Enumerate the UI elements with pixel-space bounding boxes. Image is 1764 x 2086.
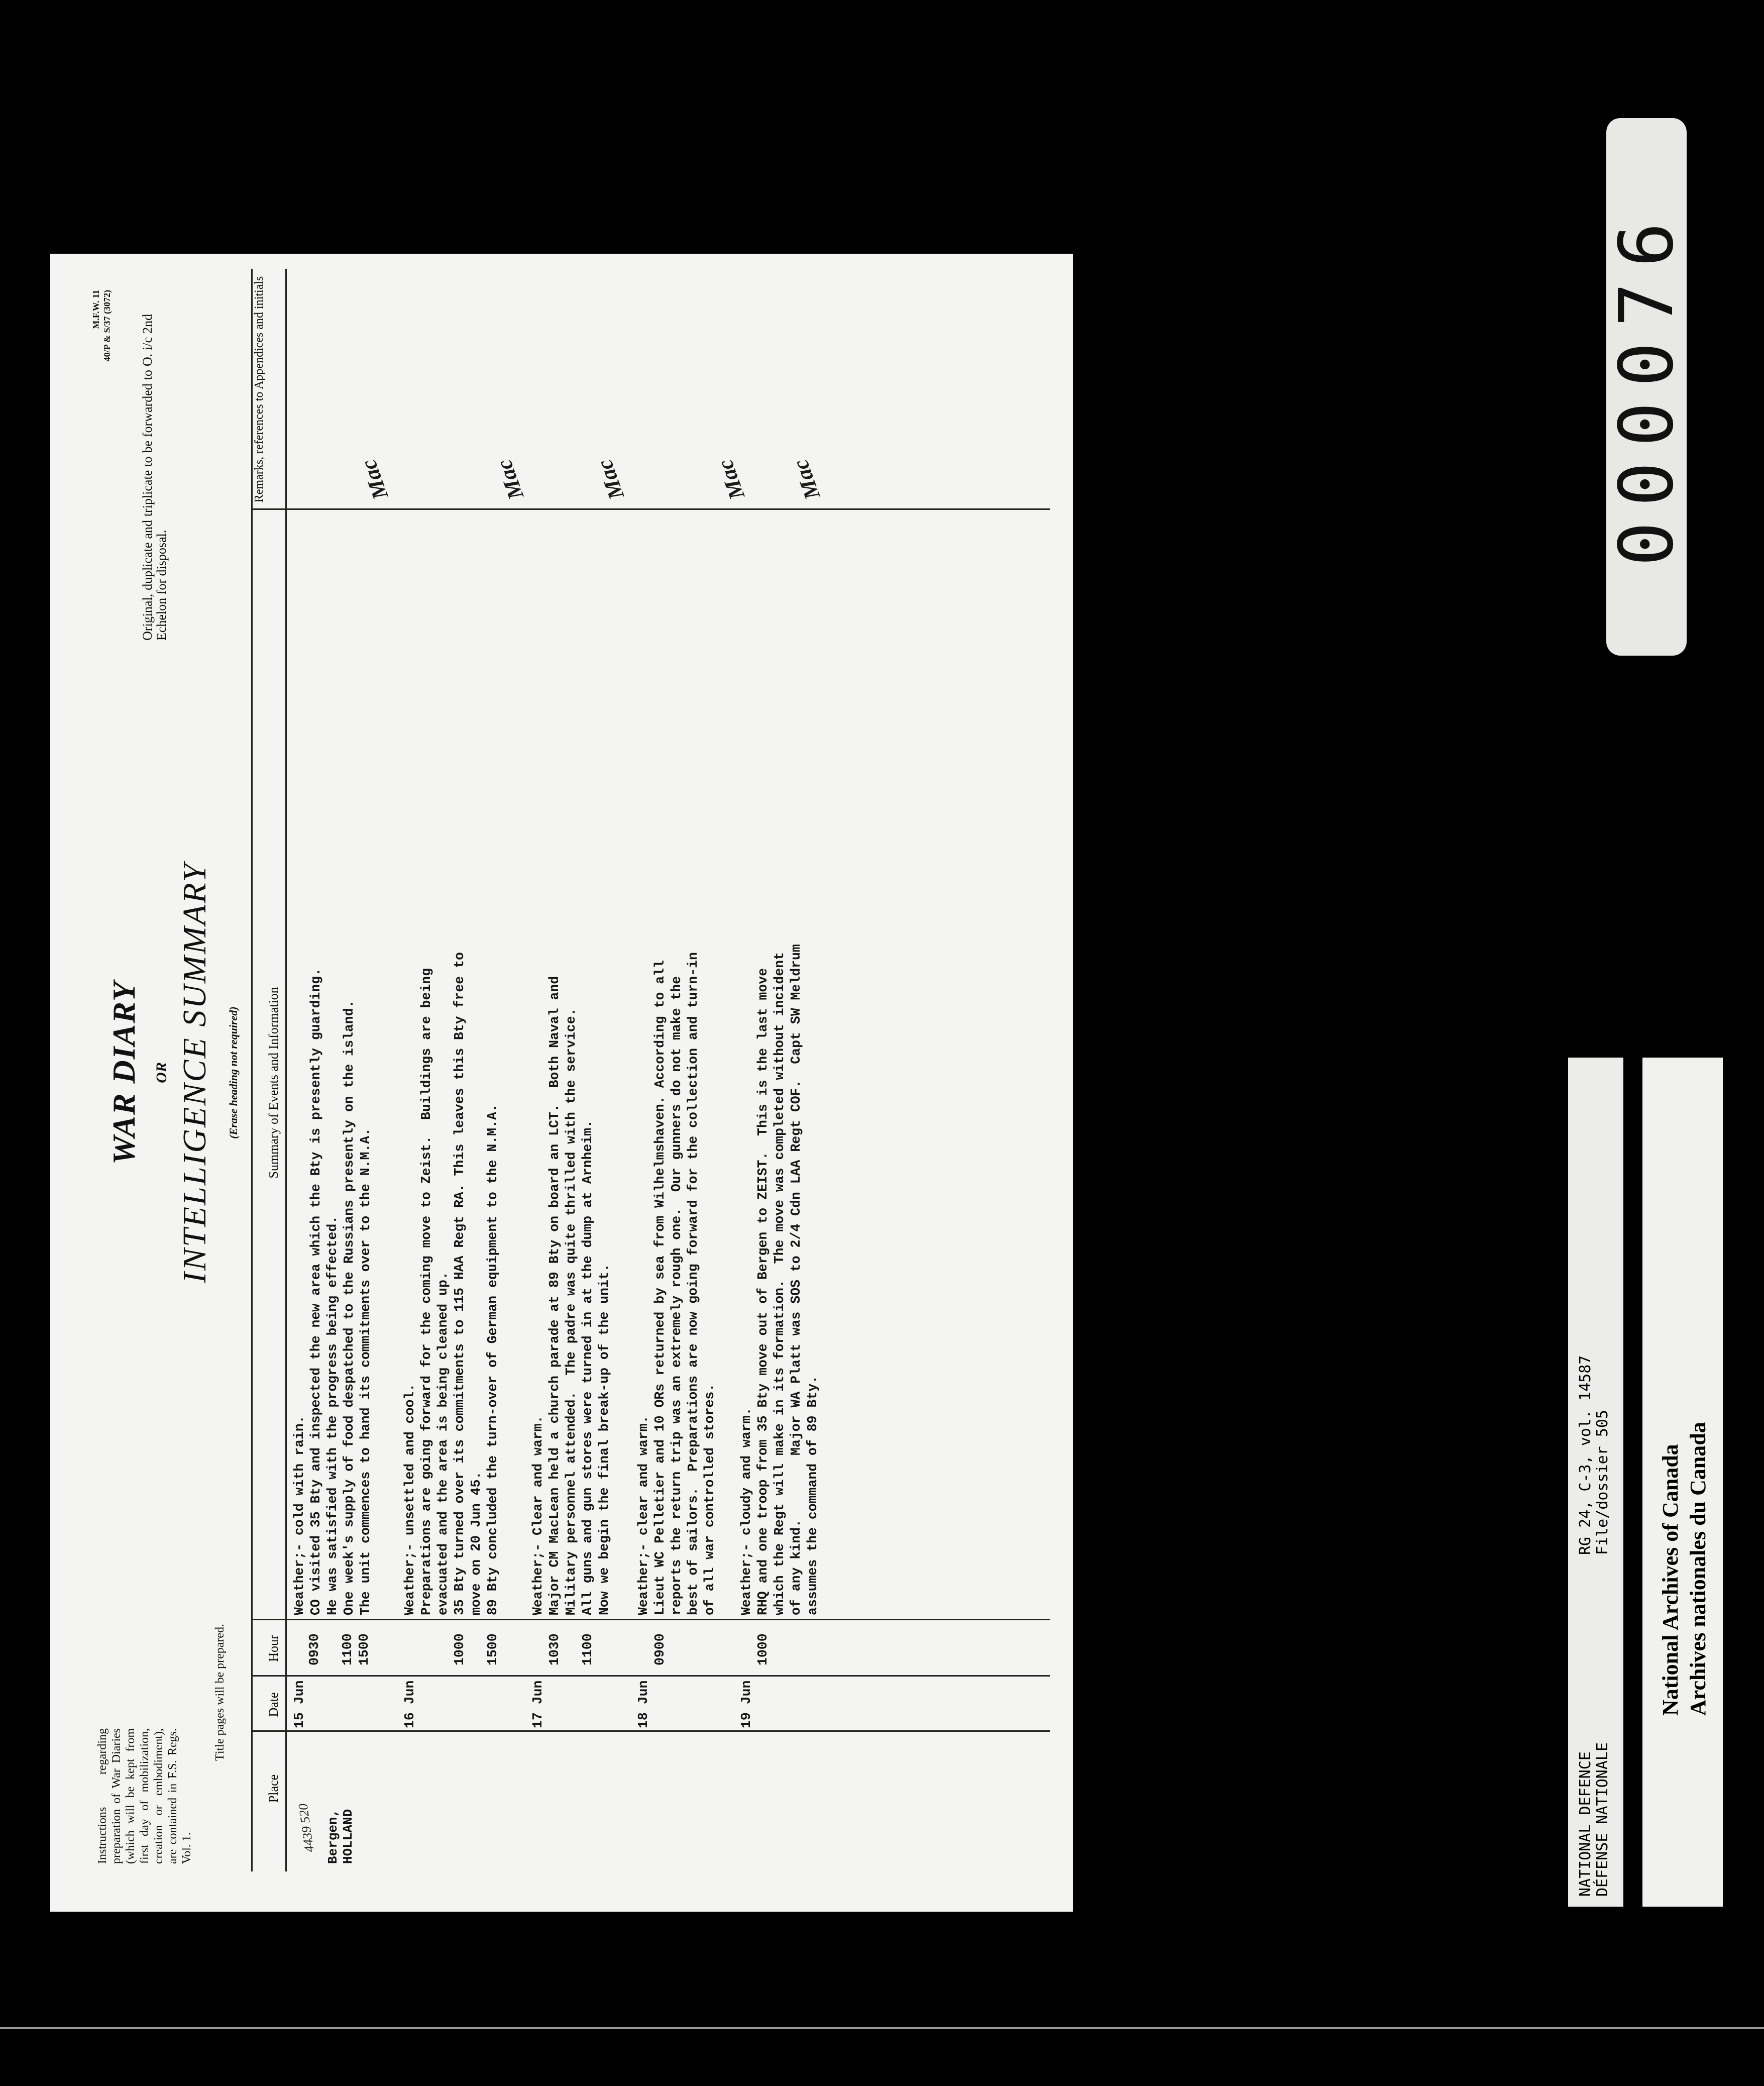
col-header-place: Place [266, 1774, 281, 1803]
col-header-hour: Hour [266, 1635, 281, 1662]
entry-hours: 1000 1500 [452, 1633, 500, 1665]
title-war-diary: WAR DIARY [106, 981, 142, 1165]
col-divider-summary [251, 508, 1050, 510]
entry-initials: Mac [592, 456, 629, 503]
col-divider-place [251, 1730, 1050, 1732]
entry-hours: 1000 [755, 1633, 770, 1665]
war-diary-sheet [50, 254, 1073, 1912]
frame-number: 000076 [1603, 207, 1690, 567]
war-diary-form [50, 254, 1073, 1912]
entry-date: 18 Jun [636, 1680, 651, 1728]
col-divider-hour [251, 1619, 1050, 1620]
col-divider-date [251, 1675, 1050, 1677]
erase-note: (Erase heading not required) [227, 1006, 240, 1139]
instructions-note: Instructions regarding preparation of War Diaries (which will be kept from first day of mobilization, creation or embodiment), are contained in F.S. Regs. Vol. 1. [96, 1728, 193, 1864]
bottom-edge-rule [0, 2027, 1764, 2029]
col-header-summary: Summary of Events and Information [266, 987, 281, 1179]
entry-date: 16 Jun [402, 1680, 417, 1728]
entry-initials: Mac [356, 456, 393, 503]
national-defence-text: NATIONAL DEFENCE DÉFENSE NATIONALE RG 24, C-3, vol. 14587 File/dossier 505 [1577, 1355, 1611, 1897]
place-value: Bergen, HOLLAND [325, 1809, 356, 1864]
archives-label [1642, 1058, 1723, 1907]
entry-initials: Mac [788, 456, 825, 503]
archives-label-text: National Archives of Canada Archives nationales du Canada [1658, 1422, 1710, 1716]
entry-hours: 1030 1100 [547, 1633, 595, 1665]
disposal-note: Original, duplicate and triplicate to be forwarded to O. i/c 2nd Echelon for disposal. [140, 314, 169, 641]
title-or: OR [153, 1062, 170, 1083]
col-header-remarks: Remarks, references to Appendices and initials [253, 276, 266, 503]
entry-date: 15 Jun [292, 1680, 307, 1728]
entry-initials: Mac [712, 456, 750, 503]
title-intelligence-summary: INTELLIGENCE SUMMARY [176, 862, 213, 1284]
place-reference: 4439 520 [295, 1803, 317, 1853]
entry-hours: 0900 [652, 1633, 668, 1665]
national-defence-label [1568, 1058, 1623, 1907]
entry-summary: Weather;- clear and warm. Lieut WC Pelletier and 10 ORs returned by sea from Wilhelmshaven. According to all reports the return trip was an extremely rough one. Our gunners do not make the best of sailors. Preparations are now going forward for the collection and turn-in of all war controlled stores. [636, 952, 717, 1615]
entry-initials: Mac [491, 456, 529, 503]
entry-summary: Weather;- cold with rain. CO visited 35 Bty and inspected the new area which the Bty is presently guarding. He was satisfied with the progress being effected. One week's supply of food despatched to the Russians presently on the island. The unit commences to hand its commitments over to the N.M.A. [292, 968, 373, 1615]
entry-date: 17 Jun [530, 1680, 545, 1728]
col-header-date: Date [266, 1692, 281, 1717]
entry-summary: Weather;- Clear and warm. Major CM MacLean held a church parade at 89 Bty on board an LCT. Both Naval and Military personnel attended. The padre was quite thrilled with the service. All guns and gun stores were turned in at the dump at Arnheim. Now we begin the final break-up of the unit. [530, 976, 612, 1615]
entry-date: 19 Jun [739, 1680, 754, 1728]
form-number: M.F.W. 11 40/P & S/37 (3072) [91, 290, 112, 362]
entry-summary: Weather;- unsettled and cool. Preparations are going forward for the coming move to Zeist. Buildings are being evacuated and the area is being cleaned up. 35 Bty turned over its commitments to 115 HAA Regt RA. This leaves this Bty free to move on 20 Jun 45. 89 Bty concluded the turn-over of German equipment to the N.M.A. [402, 952, 500, 1615]
title-pages-note: Title pages will be prepared. [213, 1623, 227, 1761]
entry-hours: 0930 1100 1500 [307, 1633, 372, 1665]
entry-summary: Weather;- cloudy and warm. RHQ and one troop from 35 Bty move out of Bergen to ZEIST. This is the last move which the Regt will make in its formation. The move was completed without incident of any kind. Major WA Platt was SOS to 2/4 Cdn LAA Regt COF. Capt SW Meldrum assumes the command of 89 Bty. [739, 944, 820, 1615]
frame-number-label [1603, 118, 1690, 656]
